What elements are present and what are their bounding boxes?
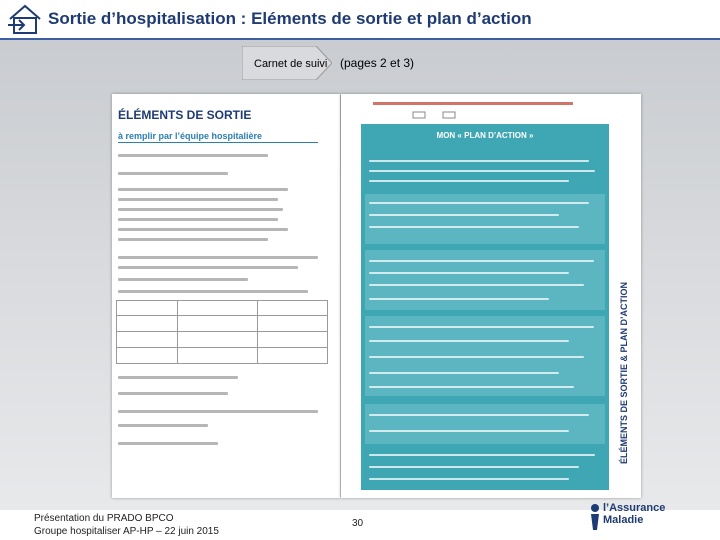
left-page-title: ÉLÉMENTS DE SORTIE xyxy=(118,108,252,122)
plan-section-box xyxy=(365,404,605,444)
plan-line xyxy=(369,214,559,216)
form-line xyxy=(118,188,288,191)
form-line xyxy=(118,218,278,221)
form-line xyxy=(118,228,288,231)
plan-line xyxy=(369,414,589,416)
plan-line xyxy=(369,326,594,328)
plan-line xyxy=(369,454,595,456)
plan-line xyxy=(369,372,559,374)
home-arrow-icon xyxy=(6,3,44,35)
plan-line xyxy=(369,430,569,432)
pages-label: (pages 2 et 3) xyxy=(340,56,415,70)
plan-line xyxy=(369,226,579,228)
plan-line xyxy=(369,478,569,480)
action-plan-title: MON « PLAN D’ACTION » xyxy=(436,131,534,140)
form-line xyxy=(118,442,218,445)
plan-line xyxy=(369,260,594,262)
slide-number: 30 xyxy=(352,518,364,529)
form-line xyxy=(118,424,208,427)
form-line xyxy=(118,154,268,157)
form-line xyxy=(118,256,318,259)
form-line xyxy=(118,198,278,201)
plan-line xyxy=(369,272,569,274)
form-line xyxy=(118,238,268,241)
carnet-label: Carnet de suivi xyxy=(254,58,328,70)
form-line xyxy=(118,290,308,293)
plan-line xyxy=(369,202,589,204)
gasometry-table xyxy=(116,300,328,364)
plan-line xyxy=(369,284,584,286)
right-document-page xyxy=(341,94,641,498)
page-title: Sortie d’hospitalisation : Eléments de sortie et plan d’action xyxy=(48,9,532,28)
plan-line xyxy=(369,160,589,162)
form-line xyxy=(118,172,228,175)
form-line xyxy=(118,266,298,269)
side-title: ÉLÉMENTS DE SORTIE & PLAN D’ACTION xyxy=(619,281,629,464)
form-line xyxy=(118,278,248,281)
left-page-rule xyxy=(118,142,318,143)
form-line xyxy=(118,208,283,211)
plan-line xyxy=(369,340,569,342)
form-line xyxy=(118,410,318,413)
title-bar xyxy=(0,0,720,38)
plan-section-box xyxy=(365,250,605,310)
plan-line xyxy=(369,298,549,300)
plan-line xyxy=(369,170,595,172)
logo-text-line2: Maladie xyxy=(603,514,644,526)
plan-line xyxy=(369,180,569,182)
plan-line xyxy=(369,356,584,358)
left-page-subtitle: à remplir par l’équipe hospitalière xyxy=(118,131,263,141)
form-line xyxy=(118,392,228,395)
left-document-page xyxy=(112,94,340,498)
plan-line xyxy=(369,466,579,468)
logo-text-line1: l’Assurance xyxy=(603,502,666,514)
plan-line xyxy=(369,386,574,388)
form-line xyxy=(118,376,238,379)
footer-presentation: Présentation du PRADO BPCO xyxy=(34,513,174,524)
footer-group: Groupe hospitaliser AP-HP – 22 juin 2015 xyxy=(34,526,219,537)
doctor-decision-header xyxy=(373,98,613,122)
